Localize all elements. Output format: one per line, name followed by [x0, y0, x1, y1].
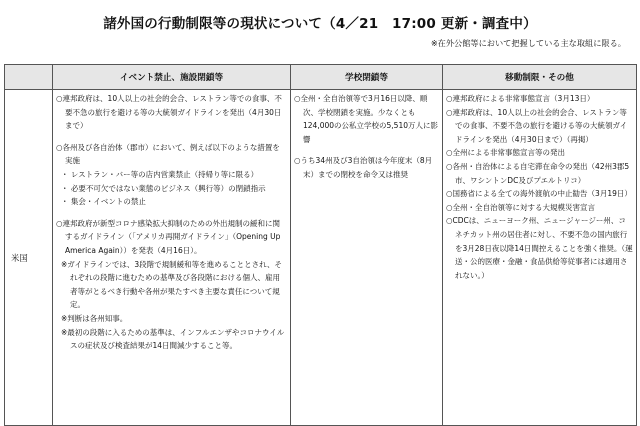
scope-note: ※在外公館等において把握している主な取組に限る。 [430, 38, 626, 48]
movement-item: ○国務省による全ての海外渡航の中止勧告（3月19日） [446, 189, 632, 199]
events-bullet: ・ 必要不可欠ではない業態のビジネス（興行等）の閉鎖指示 [61, 183, 266, 193]
events-note: ※最初の段階に入るための基準は、インフルエンザやコロナウイルスの症状及び検査結果が14日間減少すること等。 [61, 327, 285, 351]
schools-item: ○全州・全自治領等で3月16日以降、順次、学校閉鎖を実施。少なくとも124,000の公私立学校の5,510万人に影響 [294, 94, 438, 144]
header-row [5, 65, 637, 90]
events-bullet: ・ レストラン・バー等の店内営業禁止（持帰り等に限る） [61, 169, 259, 179]
movement-item: ○各州・自治体による自宅滞在命令の発出（42州3郡5市、ワシントンDC及びプエルトリコ） [446, 161, 630, 185]
movement-cell [443, 90, 637, 426]
schools-cell [291, 90, 443, 426]
header-events: イベント禁止、施設閉鎖等 [53, 65, 291, 90]
header-schools: 学校閉鎖等 [291, 65, 443, 90]
events-note: ※判断は各州知事。 [61, 313, 128, 323]
events-bullet: ・ 集会・イベントの禁止 [61, 197, 146, 207]
events-note: ※ガイドラインでは、3段階で規制緩和等を進めることとされ、それぞれの段階に進むための基準及び各段階における個人、雇用者等がとるべき行動や各州が果たすべき主要な責任について規定。 [61, 259, 283, 310]
movement-item: ○全州による非常事態宣言等の発出 [446, 148, 566, 158]
events-item: ○連邦政府は、10人以上の社会的会合、レストラン等での食事、不要不急の旅行を避ける等の大統領ガイドラインを発出（4月30日まで） [56, 94, 282, 131]
header-movement: 移動制限・その他 [443, 65, 637, 90]
movement-item: ○CDCは、ニューヨーク州、ニュージャージー州、コネチカット州の居住者に対し、不要不急の国内旅行を3月28日夜以降14日間控えることを強く推奨。（運送・公的医療・金融・食品供給等従事者には適用されない。） [446, 216, 633, 280]
measures-table [4, 64, 637, 426]
movement-item: ○連邦政府による非常事態宣言（3月13日） [446, 94, 595, 103]
events-cell [53, 90, 291, 426]
events-item: ○各州及び各自治体（郡市）において、例えば以下のような措置を実施 [56, 142, 280, 166]
page-title: 諸外国の行動制限等の現状について（4／21 17:00 更新・調査中） [103, 16, 537, 32]
schools-item: ○うち34州及び3自治領は今年度末（8月末）までの閉校を命令又は推奨 [294, 156, 433, 179]
country-cell: 米国 [5, 90, 53, 426]
movement-item: ○全州・全自治領等に対する大規模災害宣言 [446, 202, 596, 212]
table-row [5, 90, 637, 426]
movement-item: ○連邦政府は、10人以上の社会的会合、レストラン等での食事、不要不急の旅行を避ける等の大統領ガイドラインを発出（4月30日まで）（再掲） [446, 107, 628, 144]
events-item: ○連邦政府が新型コロナ感染拡大抑制のための外出規制の緩和に関するガイドライン（「アメリカ再開ガイドライン」（Opening Up America Again））を発表（4月16日）。 [56, 218, 281, 255]
header-country [5, 65, 53, 90]
